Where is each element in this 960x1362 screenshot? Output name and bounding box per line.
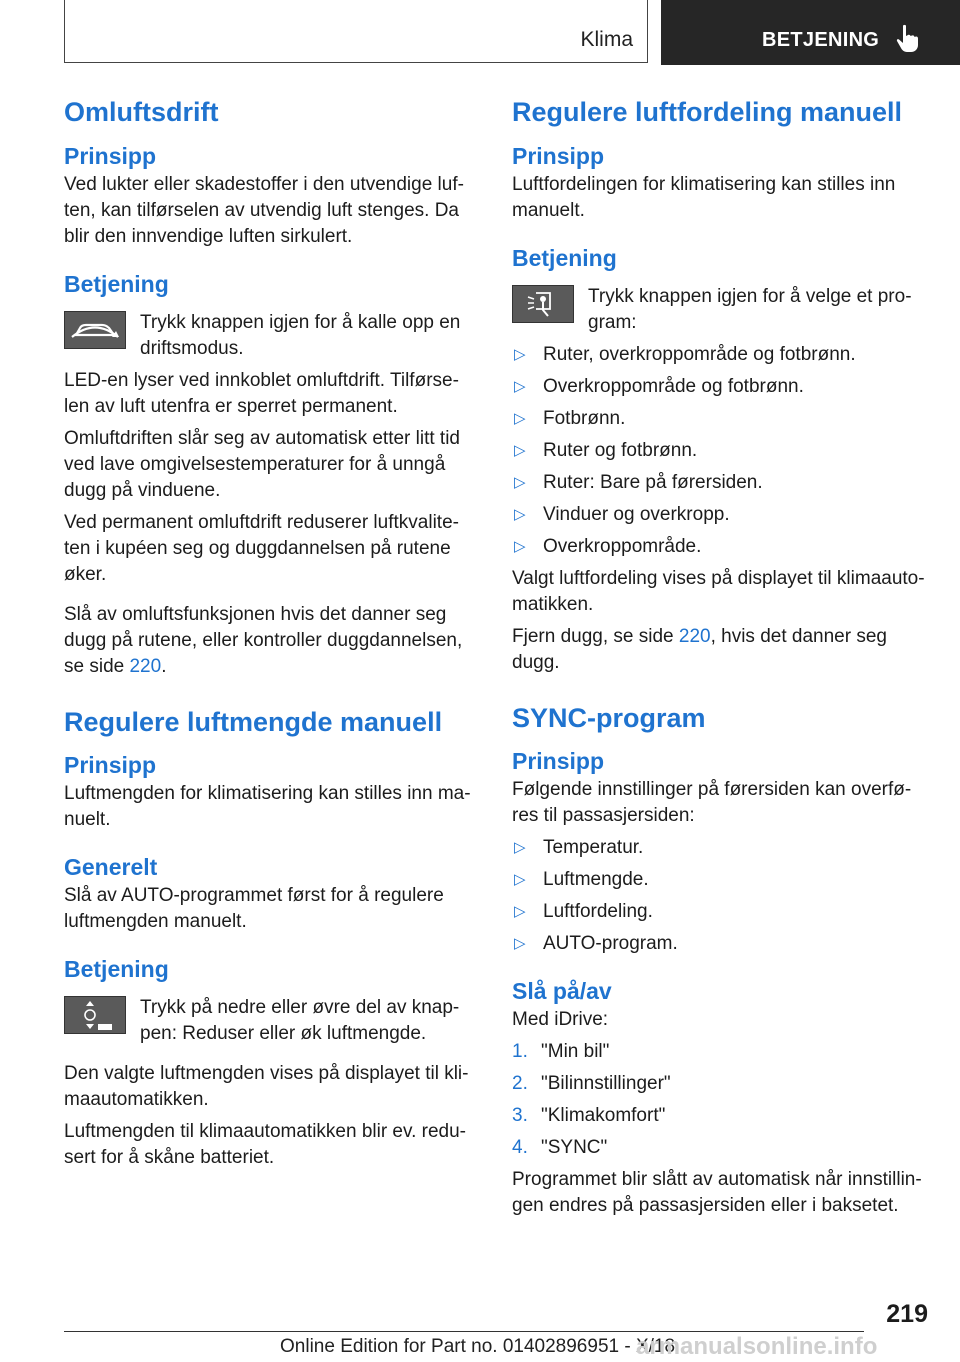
- distribution-list: [512, 342, 928, 560]
- paragraph: Slå av AUTO-programmet først for å regulere luftmengden manuelt.: [64, 885, 444, 933]
- bullet-triangle-icon: ▷: [514, 871, 526, 889]
- subheading-betjening: Betjening: [64, 956, 169, 983]
- bullet-triangle-icon: ▷: [514, 409, 526, 427]
- subheading-prinsipp: Prinsipp: [64, 142, 157, 169]
- bullet-triangle-icon: ▷: [514, 473, 526, 491]
- subheading-prinsipp: Prinsipp: [512, 748, 605, 775]
- page-number: 219: [886, 1300, 928, 1328]
- bullet-triangle-icon: ▷: [514, 345, 526, 363]
- list-item: ▷ Overkroppområde og fotbrønn.: [512, 374, 928, 400]
- paragraph: Valgt luftfordeling vises på displayet til klimaauto-matikken.: [512, 567, 925, 615]
- list-item: ▷ Temperatur.: [512, 835, 928, 861]
- header-section-box: [661, 0, 960, 65]
- subheading-slaa-paa-av: Slå på/av: [512, 978, 612, 1005]
- paragraph: Luftfordelingen for klimatisering kan stilles inn manuelt.: [512, 173, 896, 221]
- paragraph: Luftmengden til klimaautomatikken blir ev. redu-sert for å skåne batteriet.: [64, 1120, 467, 1168]
- paragraph: Ved lukter eller skadestoffer i den utvendige luf-ten, kan tilførselen av utvendig luft stenges. Da blir den innvendige luften sirkulert.: [64, 173, 464, 247]
- sync-list: [512, 835, 928, 957]
- heading-omluftsdrift: Omluftsdrift: [64, 97, 219, 127]
- paragraph: Luftmengden for klimatisering kan stilles inn ma-nuelt.: [64, 783, 471, 831]
- hand-pointer-icon: [894, 24, 920, 54]
- page-link[interactable]: 220: [129, 655, 162, 677]
- bullet-triangle-icon: ▷: [514, 377, 526, 395]
- right-column: [512, 96, 928, 1219]
- list-item: ▷ Fotbrønn.: [512, 406, 928, 432]
- footer-edition: Online Edition for Part no. 01402896951 - X/18: [280, 1336, 676, 1357]
- list-item: ▷ Ruter: Bare på førersiden.: [512, 470, 928, 496]
- list-item: ▷ Luftfordeling.: [512, 899, 928, 925]
- step-item: 3. "Klimakomfort": [512, 1105, 666, 1127]
- recirculation-icon: [64, 311, 126, 349]
- paragraph: Omluftdriften slår seg av automatisk etter litt tid ved lave omgivelsestemperaturer for å unngå dugg på vinduene.: [64, 427, 460, 501]
- operation-row: [512, 284, 928, 336]
- operation-text: Trykk knappen igjen for å velge et pro-gram:: [588, 285, 912, 333]
- subheading-betjening: Betjening: [64, 270, 169, 297]
- list-item: ▷ Ruter, overkroppområde og fotbrønn.: [512, 342, 928, 368]
- bullet-triangle-icon: ▷: [514, 903, 526, 921]
- paragraph: LED-en lyser ved innkoblet omluftdrift. Tilførse-len av luft utenfra er sperret permanent.: [64, 369, 459, 417]
- bullet-triangle-icon: ▷: [514, 537, 526, 555]
- step-item: 2. "Bilinnstillinger": [512, 1073, 671, 1095]
- subheading-prinsipp: Prinsipp: [64, 752, 157, 779]
- idrive-steps: [512, 1039, 928, 1161]
- list-item: ▷ Overkroppområde.: [512, 534, 928, 560]
- footer-divider: [64, 1331, 864, 1332]
- operation-text: Trykk på nedre eller øvre del av knap-pen: Reduser eller øk luftmengde.: [140, 996, 460, 1044]
- subheading-generelt: Generelt: [64, 854, 158, 881]
- bullet-triangle-icon: ▷: [514, 441, 526, 459]
- heading-regulere-luftfordeling: Regulere luftfordeling manuell: [512, 97, 903, 127]
- heading-regulere-luftmengde: Regulere luftmengde manuell: [64, 706, 443, 737]
- chapter-title: Klima: [580, 28, 633, 51]
- operation-row: [64, 310, 476, 362]
- bullet-triangle-icon: ▷: [514, 505, 526, 523]
- step-item: 4. "SYNC": [512, 1137, 608, 1159]
- page-link[interactable]: 220: [678, 625, 711, 647]
- watermark: armanualsonline.info: [636, 1333, 878, 1360]
- paragraph: Programmet blir slått av automatisk når innstillin-gen endres på passasjersiden eller i baksetet.: [512, 1169, 922, 1217]
- paragraph: Ved permanent omluftdrift reduserer luftkvalite-ten i kupéen seg og duggdannelsen på rutene øker.: [64, 511, 459, 585]
- air-volume-icon: [64, 996, 126, 1034]
- subheading-betjening: Betjening: [512, 244, 617, 271]
- list-item: ▷ Vinduer og overkropp.: [512, 502, 928, 528]
- subheading-prinsipp: Prinsipp: [512, 142, 605, 169]
- paragraph: Følgende innstillinger på førersiden kan overfø-res til passasjersiden:: [512, 779, 912, 827]
- section-title: BETJENING: [762, 29, 880, 51]
- operation-text: Trykk knappen igjen for å kalle opp en driftsmodus.: [140, 311, 461, 359]
- paragraph: Den valgte luftmengden vises på displayet til kli-maautomatikken.: [64, 1062, 469, 1110]
- bullet-triangle-icon: ▷: [514, 935, 526, 953]
- operation-row: [64, 995, 476, 1047]
- paragraph: Med iDrive:: [512, 1009, 609, 1031]
- air-distribution-icon: [512, 285, 574, 323]
- list-item: ▷ AUTO-program.: [512, 931, 928, 957]
- step-item: 1. "Min bil": [512, 1041, 610, 1063]
- list-item: ▷ Luftmengde.: [512, 867, 928, 893]
- list-item: ▷ Ruter og fotbrønn.: [512, 438, 928, 464]
- paragraph-with-link: Fjern dugg, se side 220, hvis det danner seg dugg.: [512, 625, 887, 673]
- paragraph-with-link: Slå av omluftsfunksjonen hvis det danner seg dugg på rutene, eller kontroller duggdannelsen, se side 220.: [64, 603, 463, 677]
- left-column: [64, 96, 476, 1171]
- heading-sync-program: SYNC-program: [512, 702, 706, 733]
- header-chapter-box: [64, 0, 648, 63]
- bullet-triangle-icon: ▷: [514, 839, 526, 857]
